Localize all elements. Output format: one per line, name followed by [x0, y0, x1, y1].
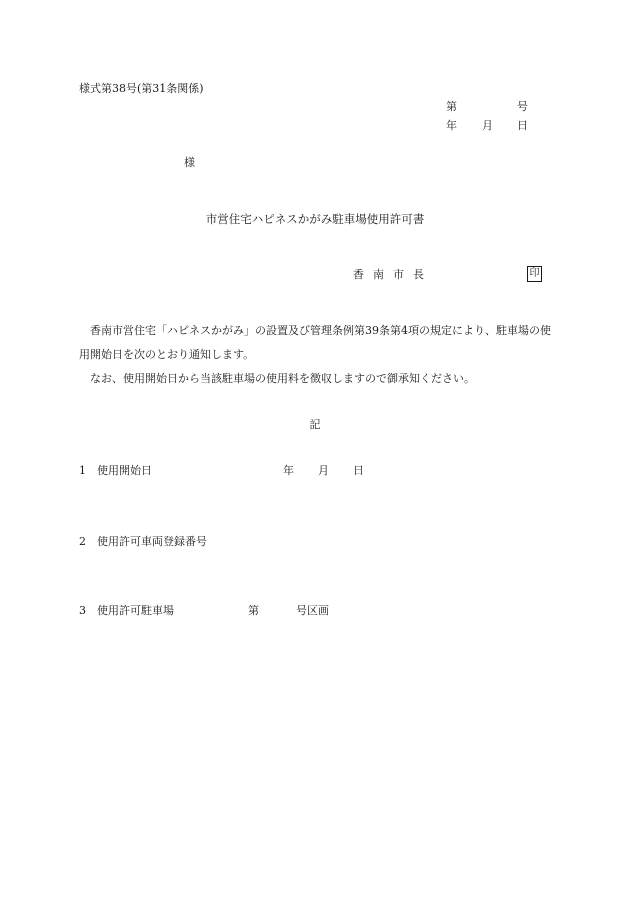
issue-date-month: 月: [482, 119, 493, 132]
item-number: 1: [79, 464, 86, 477]
item-parking-lot-gou: 号区画: [296, 604, 329, 617]
item-start-date: [79, 464, 152, 478]
item-label: 使用許可駐車場: [97, 604, 174, 617]
body-paragraph-1-text: 香南市営住宅「ハピネスかがみ」の設置及び管理条例第39条第4項の規定により、駐車場の使用開始日を次のとおり通知します。: [79, 324, 551, 361]
issue-date-day: 日: [517, 119, 528, 132]
item-label: 使用開始日: [97, 464, 152, 477]
doc-number-gou: 号: [517, 100, 528, 113]
document-title: 市営住宅ハピネスかがみ駐車場使用許可書: [205, 212, 425, 226]
issuer-name: 香南市長: [353, 268, 433, 281]
item-number: 3: [79, 604, 86, 617]
item-start-date-day: 日: [353, 464, 364, 477]
item-parking-lot-dai: 第: [248, 604, 259, 617]
item-start-date-month: 月: [318, 464, 329, 477]
ki-heading: 記: [309, 418, 321, 431]
item-number: 2: [79, 535, 86, 548]
addressee-suffix: 様: [184, 156, 195, 169]
item-vehicle-number: [79, 535, 207, 549]
issue-date-year: 年: [446, 119, 457, 132]
seal-mark: 印: [527, 266, 542, 282]
body-paragraph-1: [79, 319, 554, 367]
body-paragraph-2: [79, 367, 554, 391]
form-number: 様式第38号(第31条関係): [79, 82, 204, 95]
item-parking-lot: [79, 604, 174, 618]
item-start-date-year: 年: [283, 464, 294, 477]
doc-number-dai: 第: [446, 100, 457, 113]
item-label: 使用許可車両登録番号: [97, 535, 207, 548]
body-paragraph-2-text: なお、使用開始日から当該駐車場の使用料を徴収しますので御承知ください。: [90, 372, 475, 385]
